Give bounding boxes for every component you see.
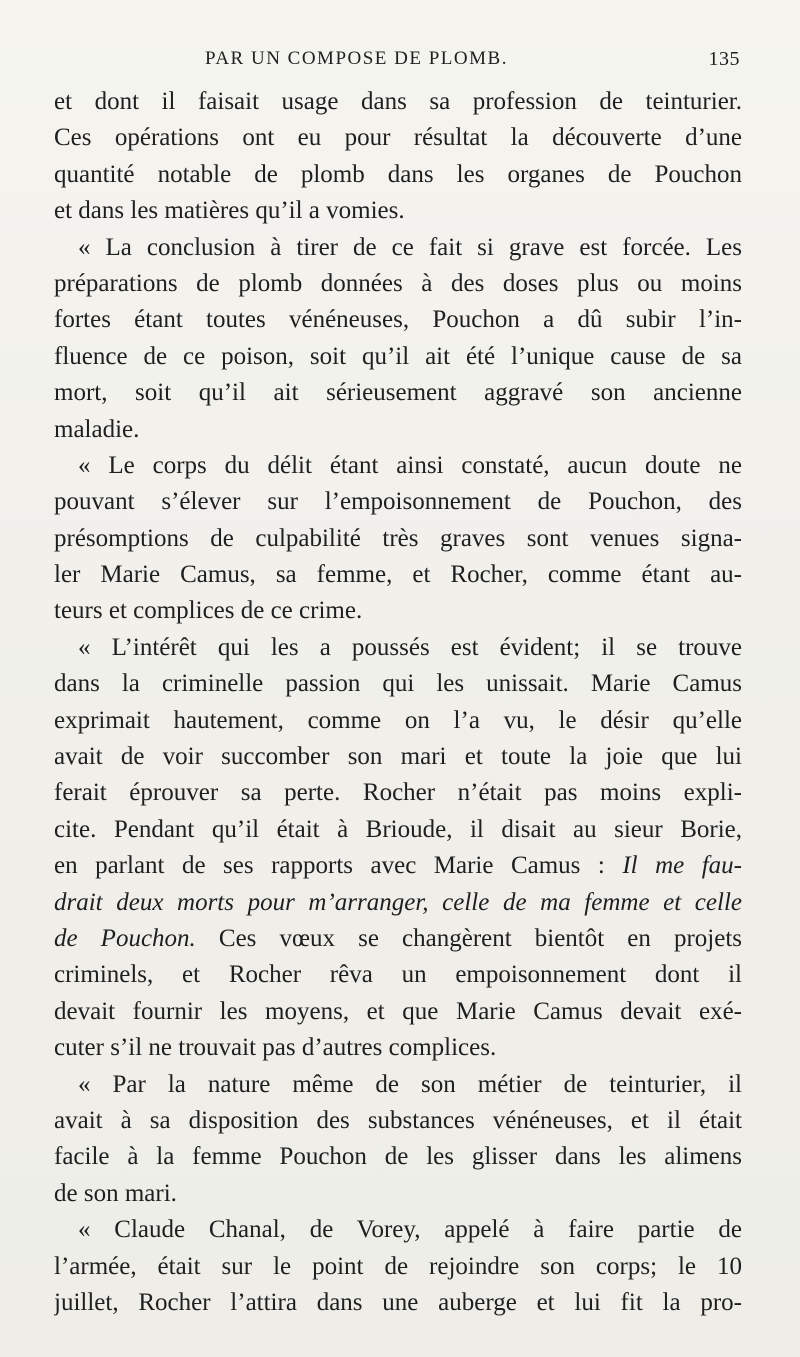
line-text: Ces vœux se changèrent bientôt en projets [195, 924, 742, 952]
text-line [54, 84, 742, 120]
text-line [54, 1103, 742, 1139]
line-text: et dans les matières qu’il a vomies. [54, 197, 405, 225]
line-text: avait de voir succomber son mari et toute la joie que lui [54, 743, 742, 771]
text-line [54, 375, 742, 411]
line-text: teurs et complices de ce crime. [54, 597, 363, 625]
text-line [54, 994, 742, 1030]
page-header [205, 40, 740, 76]
line-text: exprimait hautement, comme on l’a vu, le désir qu’elle [54, 706, 742, 734]
text-line [54, 1212, 742, 1248]
text-line [54, 557, 742, 593]
line-text: dans la criminelle passion qui les unissait. Marie Camus [54, 670, 742, 698]
line-text: cuter s’il ne trouvait pas d’autres complices. [54, 1034, 497, 1062]
italic-quote: Il me fau- [622, 852, 742, 880]
text-line [54, 484, 742, 520]
line-text: « La conclusion à tirer de ce fait si grave est forcée. Les [78, 233, 742, 261]
line-text: de son mari. [54, 1179, 177, 1207]
text-line [54, 120, 742, 156]
text-line [54, 157, 742, 193]
text-line [54, 302, 742, 338]
text-line [54, 448, 742, 484]
text-line [54, 193, 742, 229]
line-text: cite. Pendant qu’il était à Brioude, il disait au sieur Borie, [54, 815, 742, 843]
italic-quote: drait deux morts pour m’arranger, celle de ma femme et celle [54, 888, 742, 916]
line-text: fortes étant toutes vénéneuses, Pouchon a dû subir l’in- [54, 306, 742, 334]
text-line [54, 957, 742, 993]
text-line [54, 812, 742, 848]
text-line [54, 703, 742, 739]
body-text [54, 84, 742, 1321]
text-line [54, 1030, 742, 1066]
text-line [54, 1067, 742, 1103]
line-text: en parlant de ses rapports avec Marie Camus : [54, 852, 623, 880]
text-line [54, 412, 742, 448]
text-line [54, 739, 742, 775]
italic-quote: de Pouchon. [54, 924, 196, 952]
line-text: « L’intérêt qui les a poussés est évident; il se trouve [78, 633, 742, 661]
text-line [54, 885, 742, 921]
line-text: « Le corps du délit étant ainsi constaté, aucun doute ne [78, 451, 742, 479]
line-text: mort, soit qu’il ait sérieusement aggravé son ancienne [54, 379, 742, 407]
text-line [54, 775, 742, 811]
line-text: présomptions de culpabilité très graves sont venues signa- [54, 524, 742, 552]
running-title: PAR UN COMPOSE DE PLOMB. [205, 48, 508, 69]
text-line [54, 266, 742, 302]
line-text: devait fournir les moyens, et que Marie Camus devait exé- [54, 997, 742, 1025]
line-text: « Par la nature même de son métier de teinturier, il [78, 1070, 742, 1098]
line-text: maladie. [54, 415, 140, 443]
text-line [54, 230, 742, 266]
text-line [54, 1249, 742, 1285]
page-number: 135 [708, 48, 740, 70]
line-text: avait à sa disposition des substances vénéneuses, et il était [54, 1106, 742, 1134]
text-line [54, 593, 742, 629]
line-text: l’armée, était sur le point de rejoindre son corps; le 10 [54, 1252, 742, 1280]
text-line [54, 630, 742, 666]
line-text: pouvant s’élever sur l’empoisonnement de Pouchon, des [54, 488, 742, 516]
text-line [54, 1285, 742, 1321]
text-line [54, 921, 742, 957]
text-line [54, 339, 742, 375]
line-text: juillet, Rocher l’attira dans une auberge et lui fit la pro- [54, 1288, 742, 1316]
line-text: facile à la femme Pouchon de les glisser dans les alimens [54, 1143, 742, 1171]
text-line [54, 521, 742, 557]
line-text: « Claude Chanal, de Vorey, appelé à faire partie de [78, 1216, 742, 1244]
line-text: ferait éprouver sa perte. Rocher n’était pas moins expli- [54, 779, 742, 807]
line-text: fluence de ce poison, soit qu’il ait été l’unique cause de sa [54, 342, 742, 370]
text-line [54, 1139, 742, 1175]
text-line [54, 666, 742, 702]
line-text: préparations de plomb données à des doses plus ou moins [54, 269, 742, 297]
text-line [54, 1176, 742, 1212]
line-text: et dont il faisait usage dans sa profession de teinturier. [54, 88, 742, 115]
line-text: ler Marie Camus, sa femme, et Rocher, comme étant au- [54, 561, 742, 589]
line-text: quantité notable de plomb dans les organes de Pouchon [54, 160, 742, 188]
text-line [54, 848, 742, 884]
line-text: criminels, et Rocher rêva un empoisonnement dont il [54, 961, 742, 989]
line-text: Ces opérations ont eu pour résultat la découverte d’une [54, 124, 742, 152]
